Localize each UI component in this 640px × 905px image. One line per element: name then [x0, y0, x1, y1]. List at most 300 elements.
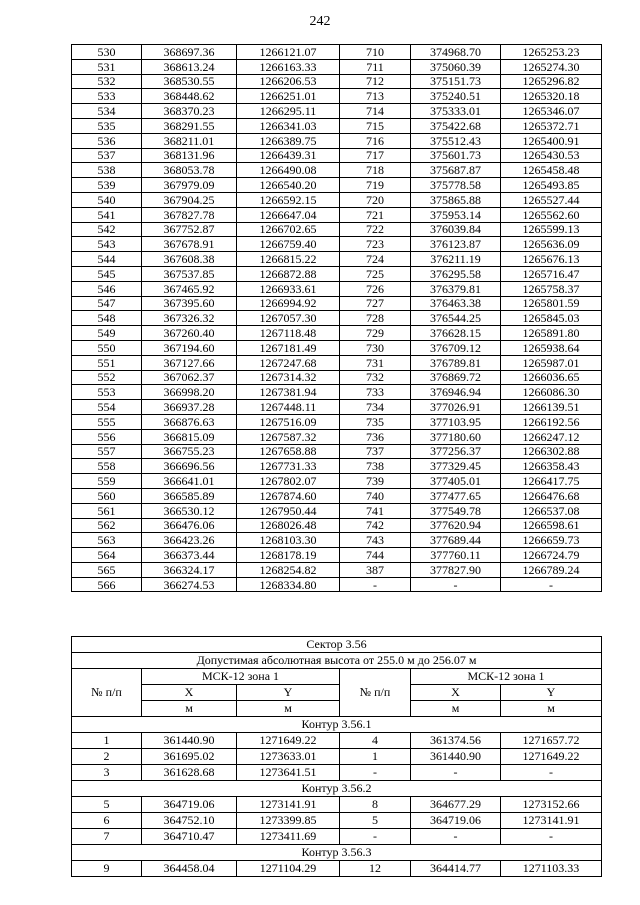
table-row: [72, 311, 602, 326]
table-cell: 1273141.91: [237, 797, 340, 813]
table-cell: 366755.23: [142, 444, 237, 459]
sector-header-row-units: [72, 701, 602, 717]
table-cell: 364458.04: [142, 861, 237, 877]
table-cell: 366373.44: [142, 548, 237, 563]
table-cell: 1266759.40: [237, 237, 340, 252]
table-cell: 712: [340, 74, 411, 89]
table-cell: 538: [72, 163, 142, 178]
table-cell: 367752.87: [142, 222, 237, 237]
table-cell: 366476.06: [142, 518, 237, 533]
table-row: [72, 237, 602, 252]
table-row: [72, 133, 602, 148]
header-x-right: X: [411, 685, 501, 701]
table-cell: 1: [340, 749, 411, 765]
table-cell: 367537.85: [142, 266, 237, 281]
table-cell: 366324.17: [142, 562, 237, 577]
table-cell: 1266251.01: [237, 89, 340, 104]
table-cell: 376544.25: [411, 311, 501, 326]
table-cell: 1271657.72: [501, 733, 602, 749]
table-cell: 9: [72, 861, 142, 877]
table-cell: 1265430.53: [501, 148, 602, 163]
table-cell: 1267314.32: [237, 370, 340, 385]
table-cell: 1266537.08: [501, 503, 602, 518]
table-cell: 1271649.22: [501, 749, 602, 765]
table-cell: 1266439.31: [237, 148, 340, 163]
table-row: [72, 355, 602, 370]
table-row: [72, 459, 602, 474]
coordinates-table-body: [72, 45, 602, 592]
table-cell: 552: [72, 370, 142, 385]
table-cell: 361628.68: [142, 765, 237, 781]
table-cell: 368131.96: [142, 148, 237, 163]
table-cell: 2: [72, 749, 142, 765]
table-cell: 1268178.19: [237, 548, 340, 563]
table-cell: 375422.68: [411, 118, 501, 133]
table-cell: 7: [72, 829, 142, 845]
contour-title: Контур 3.56.2: [72, 781, 602, 797]
table-cell: 366423.26: [142, 533, 237, 548]
table-row: [72, 89, 602, 104]
table-cell: 1265636.09: [501, 237, 602, 252]
table-cell: 376379.81: [411, 281, 501, 296]
table-cell: 1265801.59: [501, 296, 602, 311]
table-cell: 735: [340, 414, 411, 429]
contour-title-row: [72, 845, 602, 861]
table-cell: 375865.88: [411, 192, 501, 207]
table-row: [72, 429, 602, 444]
table-cell: 367194.60: [142, 340, 237, 355]
table-cell: 377477.65: [411, 488, 501, 503]
table-cell: 376789.81: [411, 355, 501, 370]
table-row: [72, 340, 602, 355]
table-cell: -: [501, 765, 602, 781]
table-cell: 1273411.69: [237, 829, 340, 845]
table-cell: 377549.78: [411, 503, 501, 518]
table-cell: 556: [72, 429, 142, 444]
table-cell: 549: [72, 326, 142, 341]
table-cell: 733: [340, 385, 411, 400]
table-cell: 1265845.03: [501, 311, 602, 326]
table-row: [72, 533, 602, 548]
table-row: [72, 296, 602, 311]
table-cell: 1265493.85: [501, 178, 602, 193]
table-row: [72, 178, 602, 193]
sector-height-row: [72, 653, 602, 669]
table-cell: 1266417.75: [501, 474, 602, 489]
table-cell: 1267587.32: [237, 429, 340, 444]
table-cell: 376123.87: [411, 237, 501, 252]
table-cell: -: [340, 765, 411, 781]
table-cell: 1266302.88: [501, 444, 602, 459]
table-cell: 725: [340, 266, 411, 281]
table-cell: 551: [72, 355, 142, 370]
contour-title: Контур 3.56.3: [72, 845, 602, 861]
sector-height-range: Допустимая абсолютная высота от 255.0 м до 256.07 м: [72, 653, 602, 669]
table-cell: 1266815.22: [237, 252, 340, 267]
table-cell: 555: [72, 414, 142, 429]
table-cell: 376211.19: [411, 252, 501, 267]
table-row: [72, 252, 602, 267]
table-cell: 731: [340, 355, 411, 370]
table-row: [72, 813, 602, 829]
table-row: [72, 765, 602, 781]
table-cell: 717: [340, 148, 411, 163]
table-row: [72, 414, 602, 429]
table-cell: 366876.63: [142, 414, 237, 429]
table-row: [72, 163, 602, 178]
table-row: [72, 577, 602, 592]
table-row: [72, 503, 602, 518]
table-cell: 1266490.08: [237, 163, 340, 178]
table-cell: 1266659.73: [501, 533, 602, 548]
table-cell: 1266592.15: [237, 192, 340, 207]
table-cell: 375240.51: [411, 89, 501, 104]
table-cell: 366998.20: [142, 385, 237, 400]
table-cell: 367904.25: [142, 192, 237, 207]
page-number: 242: [309, 14, 331, 29]
table-cell: 1266933.61: [237, 281, 340, 296]
table-cell: 716: [340, 133, 411, 148]
table-cell: 561: [72, 503, 142, 518]
table-cell: 1267057.30: [237, 311, 340, 326]
table-cell: 1265400.91: [501, 133, 602, 148]
table-cell: 361695.02: [142, 749, 237, 765]
table-cell: 741: [340, 503, 411, 518]
table-cell: 550: [72, 340, 142, 355]
table-row: [72, 749, 602, 765]
table-cell: 368291.55: [142, 118, 237, 133]
table-row: [72, 829, 602, 845]
table-cell: 376463.38: [411, 296, 501, 311]
table-cell: 537: [72, 148, 142, 163]
table-cell: 542: [72, 222, 142, 237]
table-cell: 1268254.82: [237, 562, 340, 577]
table-cell: 1266789.24: [501, 562, 602, 577]
table-cell: 744: [340, 548, 411, 563]
table-cell: 1266206.53: [237, 74, 340, 89]
table-row: [72, 733, 602, 749]
table-cell: 377689.44: [411, 533, 501, 548]
table-cell: 713: [340, 89, 411, 104]
table-cell: 734: [340, 400, 411, 415]
table-cell: 375512.43: [411, 133, 501, 148]
table-cell: 546: [72, 281, 142, 296]
table-cell: 1266247.12: [501, 429, 602, 444]
table-row: [72, 370, 602, 385]
table-row: [72, 518, 602, 533]
table-cell: 718: [340, 163, 411, 178]
table-cell: 377026.91: [411, 400, 501, 415]
table-cell: 364414.77: [411, 861, 501, 877]
table-cell: 737: [340, 444, 411, 459]
table-cell: 1266358.43: [501, 459, 602, 474]
table-cell: 367678.91: [142, 237, 237, 252]
table-cell: 3: [72, 765, 142, 781]
table-cell: 1: [72, 733, 142, 749]
header-index-left: № п/п: [72, 669, 142, 717]
table-cell: 1265716.47: [501, 266, 602, 281]
table-cell: 368530.55: [142, 74, 237, 89]
table-row: [72, 400, 602, 415]
table-cell: 376628.15: [411, 326, 501, 341]
table-row: [72, 74, 602, 89]
table-cell: 367465.92: [142, 281, 237, 296]
header-crs-left: МСК-12 зона 1: [142, 669, 340, 685]
coordinates-table: [71, 44, 602, 592]
table-cell: 1265599.13: [501, 222, 602, 237]
table-cell: 367608.38: [142, 252, 237, 267]
table-cell: 711: [340, 59, 411, 74]
header-x-left: X: [142, 685, 237, 701]
table-cell: 1273633.01: [237, 749, 340, 765]
table-cell: 1266139.51: [501, 400, 602, 415]
table-cell: 1267950.44: [237, 503, 340, 518]
table-cell: 714: [340, 104, 411, 119]
table-cell: 1265274.30: [501, 59, 602, 74]
table-cell: -: [501, 577, 602, 592]
table-cell: 557: [72, 444, 142, 459]
table-cell: 710: [340, 45, 411, 60]
table-cell: 1266086.30: [501, 385, 602, 400]
table-cell: 1265296.82: [501, 74, 602, 89]
table-cell: 387: [340, 562, 411, 577]
table-cell: 377103.95: [411, 414, 501, 429]
table-cell: 368053.78: [142, 163, 237, 178]
header-y-left: Y: [237, 685, 340, 701]
table-row: [72, 207, 602, 222]
table-cell: 1265372.71: [501, 118, 602, 133]
table-cell: 367260.40: [142, 326, 237, 341]
table-cell: 1273141.91: [501, 813, 602, 829]
table-cell: 535: [72, 118, 142, 133]
table-cell: 1267181.49: [237, 340, 340, 355]
table-row: [72, 281, 602, 296]
table-cell: 720: [340, 192, 411, 207]
table-cell: 566: [72, 577, 142, 592]
table-cell: 719: [340, 178, 411, 193]
table-cell: 364677.29: [411, 797, 501, 813]
table-cell: 1265346.07: [501, 104, 602, 119]
table-cell: 743: [340, 533, 411, 548]
table-cell: 12: [340, 861, 411, 877]
table-cell: -: [411, 829, 501, 845]
table-cell: 1266647.04: [237, 207, 340, 222]
table-cell: 374968.70: [411, 45, 501, 60]
table-cell: 367062.37: [142, 370, 237, 385]
table-cell: 1265320.18: [501, 89, 602, 104]
table-cell: 366274.53: [142, 577, 237, 592]
table-cell: 726: [340, 281, 411, 296]
table-row: [72, 562, 602, 577]
table-cell: 6: [72, 813, 142, 829]
sector-table: [71, 636, 602, 877]
table-cell: 1273399.85: [237, 813, 340, 829]
table-cell: 540: [72, 192, 142, 207]
table-cell: 377256.37: [411, 444, 501, 459]
table-cell: 723: [340, 237, 411, 252]
table-row: [72, 104, 602, 119]
table-cell: 1266598.61: [501, 518, 602, 533]
table-cell: 1265758.37: [501, 281, 602, 296]
table-cell: 367127.66: [142, 355, 237, 370]
table-cell: 562: [72, 518, 142, 533]
table-row: [72, 488, 602, 503]
table-row: [72, 192, 602, 207]
table-cell: 366530.12: [142, 503, 237, 518]
table-cell: 1267874.60: [237, 488, 340, 503]
table-cell: 548: [72, 311, 142, 326]
table-cell: 732: [340, 370, 411, 385]
table-cell: 5: [340, 813, 411, 829]
table-cell: 364752.10: [142, 813, 237, 829]
table-cell: 532: [72, 74, 142, 89]
table-row: [72, 118, 602, 133]
table-row: [72, 444, 602, 459]
table-cell: 727: [340, 296, 411, 311]
sector-title-row: [72, 637, 602, 653]
table-cell: 545: [72, 266, 142, 281]
table-cell: 1266163.33: [237, 59, 340, 74]
table-cell: 1267448.11: [237, 400, 340, 415]
table-cell: 559: [72, 474, 142, 489]
header-crs-right: МСК-12 зона 1: [411, 669, 602, 685]
table-cell: -: [501, 829, 602, 845]
table-cell: 364719.06: [142, 797, 237, 813]
sector-title: Сектор 3.56: [72, 637, 602, 653]
table-cell: 740: [340, 488, 411, 503]
sector-table-body: [72, 637, 602, 877]
table-cell: 366641.01: [142, 474, 237, 489]
table-cell: 1265891.80: [501, 326, 602, 341]
contour-title: Контур 3.56.1: [72, 717, 602, 733]
table-cell: 375953.14: [411, 207, 501, 222]
table-cell: -: [340, 577, 411, 592]
header-index-right: № п/п: [340, 669, 411, 717]
table-cell: 364719.06: [411, 813, 501, 829]
table-cell: 544: [72, 252, 142, 267]
table-cell: 368370.23: [142, 104, 237, 119]
table-cell: 736: [340, 429, 411, 444]
table-row: [72, 548, 602, 563]
table-cell: 530: [72, 45, 142, 60]
table-cell: 547: [72, 296, 142, 311]
table-cell: 534: [72, 104, 142, 119]
table-cell: 375151.73: [411, 74, 501, 89]
table-cell: 742: [340, 518, 411, 533]
table-cell: 729: [340, 326, 411, 341]
table-cell: 375333.01: [411, 104, 501, 119]
table-row: [72, 385, 602, 400]
table-cell: 368613.24: [142, 59, 237, 74]
table-cell: 8: [340, 797, 411, 813]
table-cell: 565: [72, 562, 142, 577]
table-cell: 739: [340, 474, 411, 489]
header-unit: м: [501, 701, 602, 717]
table-cell: 367827.78: [142, 207, 237, 222]
table-cell: 367326.32: [142, 311, 237, 326]
table-row: [72, 326, 602, 341]
table-cell: 541: [72, 207, 142, 222]
table-cell: 1266702.65: [237, 222, 340, 237]
table-cell: 376039.84: [411, 222, 501, 237]
table-cell: 721: [340, 207, 411, 222]
table-cell: 5: [72, 797, 142, 813]
table-cell: 728: [340, 311, 411, 326]
table-cell: 1265562.60: [501, 207, 602, 222]
table-cell: 1271104.29: [237, 861, 340, 877]
table-cell: 1267731.33: [237, 459, 340, 474]
table-cell: 361440.90: [142, 733, 237, 749]
table-cell: 366815.09: [142, 429, 237, 444]
sector-header-row-axes: [72, 685, 602, 701]
table-cell: 1268103.30: [237, 533, 340, 548]
table-cell: 1265938.64: [501, 340, 602, 355]
table-cell: 377405.01: [411, 474, 501, 489]
table-cell: 553: [72, 385, 142, 400]
table-cell: 1266341.03: [237, 118, 340, 133]
table-cell: 730: [340, 340, 411, 355]
header-unit: м: [237, 701, 340, 717]
header-unit: м: [142, 701, 237, 717]
table-row: [72, 222, 602, 237]
table-cell: 368448.62: [142, 89, 237, 104]
header-y-right: Y: [501, 685, 602, 701]
table-cell: 377620.94: [411, 518, 501, 533]
table-cell: 563: [72, 533, 142, 548]
table-cell: 366696.56: [142, 459, 237, 474]
table-cell: 367979.09: [142, 178, 237, 193]
table-cell: 1268334.80: [237, 577, 340, 592]
table-row: [72, 266, 602, 281]
table-cell: 1266476.68: [501, 488, 602, 503]
table-cell: 368211.01: [142, 133, 237, 148]
table-cell: 1266872.88: [237, 266, 340, 281]
table-cell: 375601.73: [411, 148, 501, 163]
table-cell: 1267802.07: [237, 474, 340, 489]
table-cell: 1266540.20: [237, 178, 340, 193]
table-cell: 1265987.01: [501, 355, 602, 370]
table-cell: 1266192.56: [501, 414, 602, 429]
table-cell: 722: [340, 222, 411, 237]
table-cell: 558: [72, 459, 142, 474]
table-cell: 376709.12: [411, 340, 501, 355]
table-cell: 531: [72, 59, 142, 74]
table-cell: -: [411, 765, 501, 781]
table-cell: 724: [340, 252, 411, 267]
table-cell: 377827.90: [411, 562, 501, 577]
table-cell: 375687.87: [411, 163, 501, 178]
table-cell: 1273641.51: [237, 765, 340, 781]
table-cell: 376295.58: [411, 266, 501, 281]
table-row: [72, 148, 602, 163]
table-cell: 377329.45: [411, 459, 501, 474]
table-cell: 376869.72: [411, 370, 501, 385]
table-cell: 375060.39: [411, 59, 501, 74]
table-cell: 366937.28: [142, 400, 237, 415]
table-cell: -: [411, 577, 501, 592]
table-cell: 533: [72, 89, 142, 104]
table-row: [72, 45, 602, 60]
table-cell: 375778.58: [411, 178, 501, 193]
table-cell: 1265676.13: [501, 252, 602, 267]
header-unit: м: [411, 701, 501, 717]
table-cell: 1271649.22: [237, 733, 340, 749]
table-cell: 1266121.07: [237, 45, 340, 60]
table-cell: 539: [72, 178, 142, 193]
table-cell: 377760.11: [411, 548, 501, 563]
table-cell: 1273152.66: [501, 797, 602, 813]
table-cell: 1268026.48: [237, 518, 340, 533]
